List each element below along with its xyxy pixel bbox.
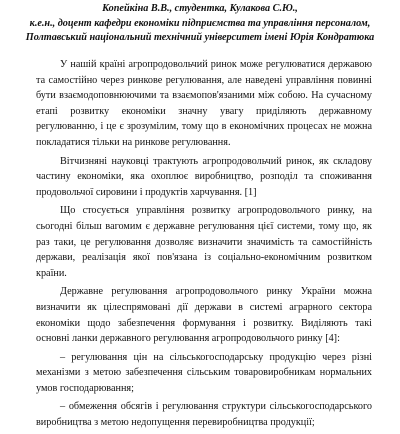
list-item: – регулювання цін на сільськогосподарську продукцію через різні механізми з метою забезпечення сільським товаровиробникам нормальних умов господарювання; [36, 351, 372, 394]
body-paragraph: У нашій країні агропродовольчий ринок може регулюватися державою та самостійно через ринкове регулювання, але наведені управління повинні бути взаємодоповнюючими та взаємопов'язаними між собою. На сучасному етапі розвитку економіки значну увагу приділяють державному регулюванню, і це є зрозумілим, тому що в економічних процесах не можна покладатися тільки на ринкове регулювання. [36, 59, 372, 148]
body-paragraph: Що стосується управління розвитку агропродовольчого ринку, на сьогодні більш вагомим є державне регулювання цієї системи, тому що, як раз таки, це регулювання дозволяє визначити значимість та самостійність держави, реалізація якої пов'язана із соціально-економічним розвитком країни. [36, 205, 372, 279]
paper-body [36, 57, 372, 434]
institution-line: Полтавський національний технічний університет імені Юрія Кондратюка [25, 32, 375, 43]
authors-line: Копейкіна В.В., студентка, Кулакова С.Ю., [102, 3, 298, 14]
body-paragraph: Вітчизняні науковці трактують агропродовольчий ринок, як складову частину економіки, яка охоплює виробництво, розподіл та споживання продовольчої сировини і продуктів харчування. [1] [36, 155, 372, 198]
position-line: к.е.н., доцент кафедри економіки підприємства та управління персоналом, [29, 17, 371, 29]
paper-header [0, 2, 400, 46]
body-paragraph: Державне регулювання агропродовольчого ринку України можна визначити як цілеспрямовані дії держави в системі аграрного сектора економіки щодо забезпечення формування і розвитку. Виділяють такі основні ланки державного регулювання агропродовольчого ринку [4]: [36, 286, 372, 345]
list-item: – обмеження обсягів і регулювання структури сільськогосподарського виробництва з метою недопущення перевиробництва продукції; [36, 401, 372, 429]
